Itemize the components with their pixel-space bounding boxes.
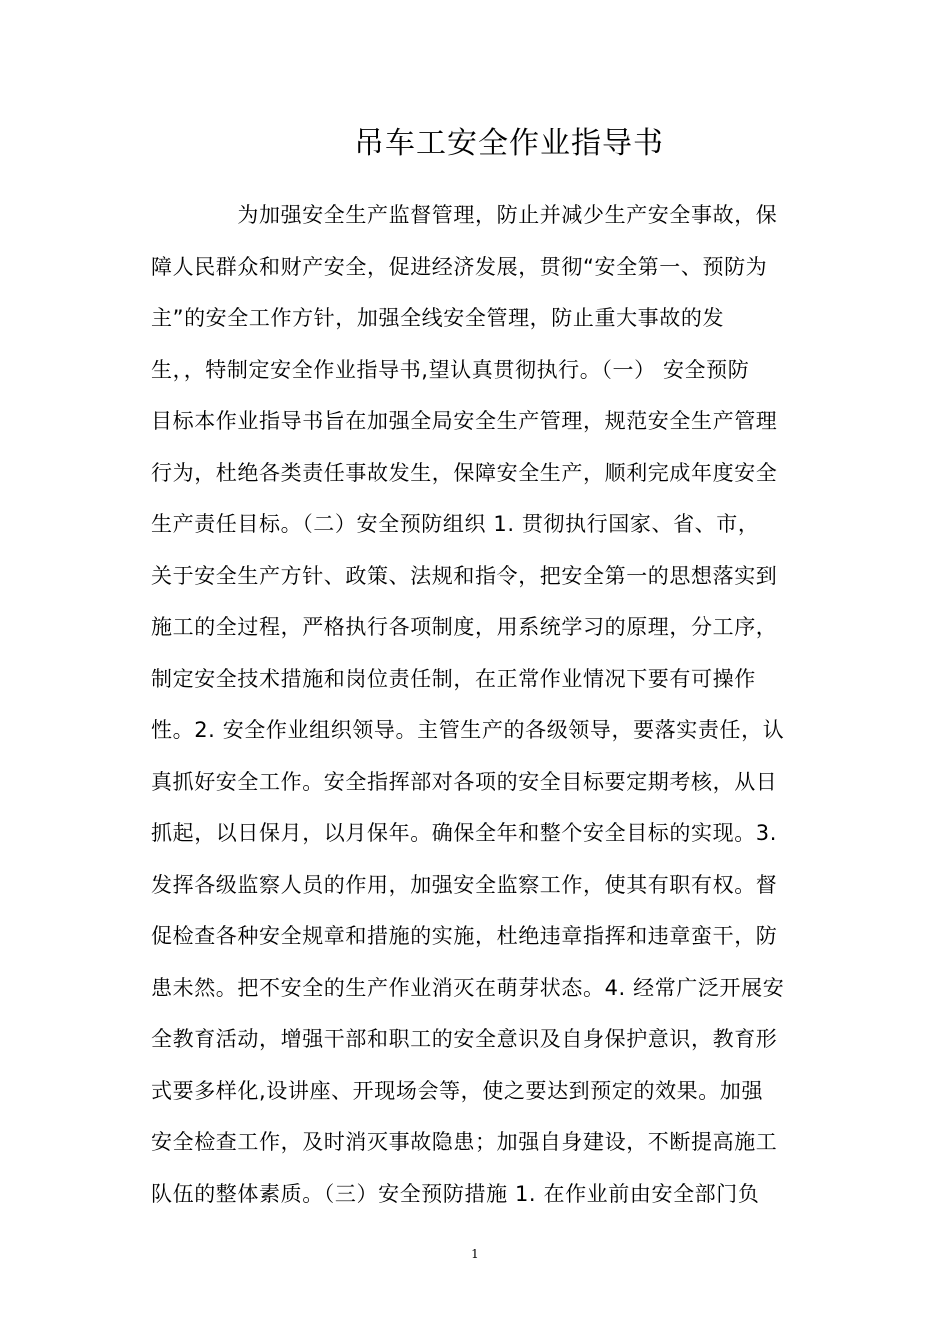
document-title: 吊车工安全作业指导书 bbox=[354, 126, 664, 161]
page-number: 1 bbox=[471, 1247, 479, 1261]
document-page: 吊车工安全作业指导书 为加强安全生产监督管理，防止并减少生产安全事故，保 障人民群众和财产安全，促进经济发展，贯彻“安全第一、预防为 主”的安全工作方针，加强全线安全管理，防止重大事故的发 生，，特制定安全作业指导书,望认真贯彻执行。（一） 安全预防 目标本作业指导书旨在加强全局安全生产管理，规范安全生产管理 行为，杜绝各类责任事故发生，保障安全生产，顺利完成年度安全 生产责任目标。（二）安全预防组织 1. 贯彻执行国家、省、市， 关于安全生产方针、政策、法规和指令，把安全第一的思想落实到 施工的全过程，严格执行各项制度，用系统学习的原理，分工序， 制定安全技术措施和岗位责任制，在正常作业情况下要有可操作 性。2. 安全作业组织领导。主管生产的各级领导，要落实责任，认 真抓好安全工作。安全指挥部对各项的安全目标要定期考核，从日 抓起，以日保月，以月保年。确保全年和整个安全目标的实现。3. 发挥各级监察人员的作用，加强安全监察工作，使其有职有权。督 促检查各种安全规章和措施的实施，杜绝违章指挥和违章蛮干，防 患未然。把不安全的生产作业消灭在萌芽状态。4. 经常广泛开展安 全教育活动，增强干部和职工的安全意识及自身保护意识，教育形 式要多样化,设讲座、开现场会等，使之要达到预定的效果。加强 安全检查工作，及时消灭事故隐患；加强自身建设，不断提高施工 队伍的整体素质。（三）安全预防措施 1. 在作业前由安全部门负 1 bbox=[0, 0, 950, 1344]
